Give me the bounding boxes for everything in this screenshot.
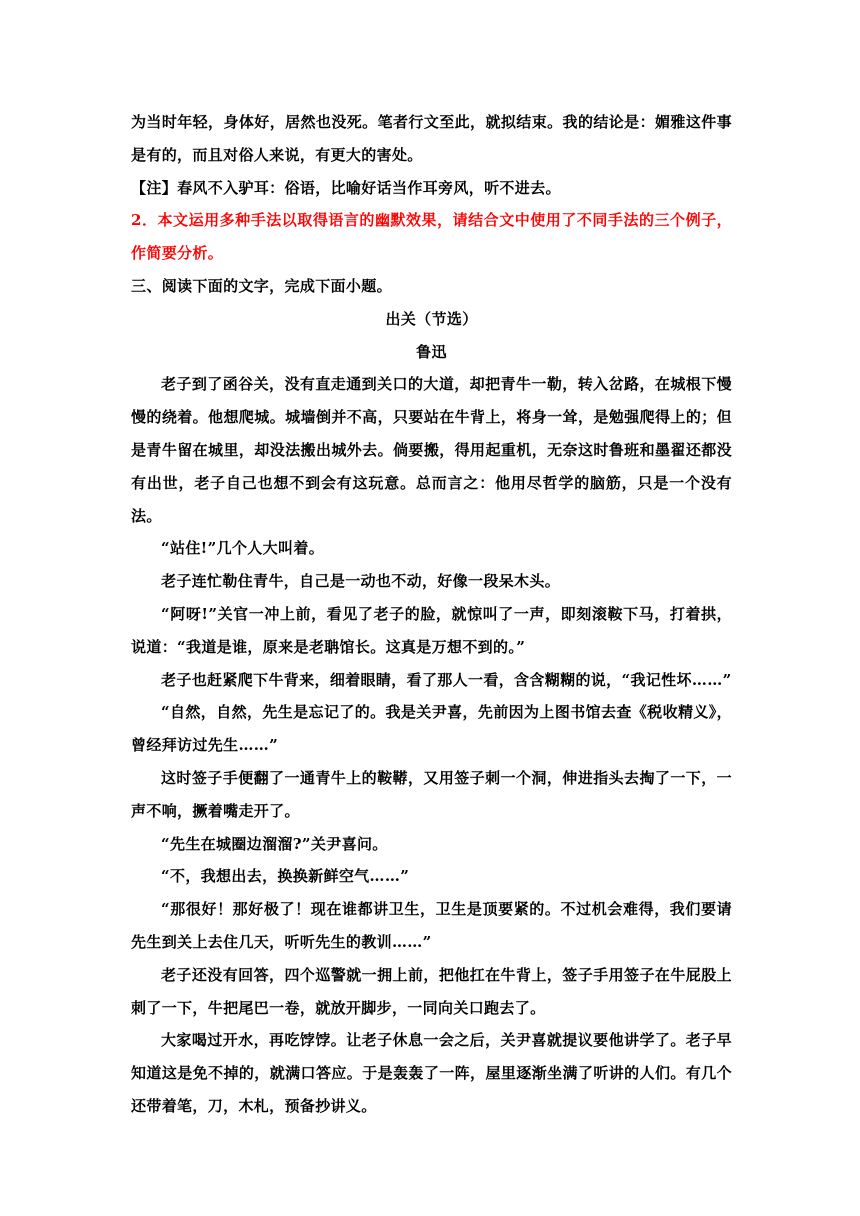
body-paragraph: “那很好！那好极了！现在谁都讲卫生，卫生是顶要紧的。不过机会难得，我们要请先生到关上去住几天，听听先生的教训……” bbox=[131, 900, 732, 951]
continued-paragraph: 为当时年轻，身体好，居然也没死。笔者行文至此，就拟结束。我的结论是：媚雅这件事是有的，而且对俗人来说，有更大的害处。 bbox=[131, 113, 732, 164]
note-paragraph bbox=[131, 172, 732, 205]
body-paragraph: “阿呀!”关官一冲上前，看见了老子的脸，就惊叫了一声，即刻滚鞍下马，打着拱，说道：“我道是谁，原来是老聃馆长。这真是万想不到的。” bbox=[131, 604, 732, 656]
body-paragraph: “站住!”几个人大叫着。 bbox=[161, 539, 325, 558]
body-paragraph: “不，我想出去，换换新鲜空气……” bbox=[161, 867, 410, 886]
document-page bbox=[131, 106, 732, 1123]
article-title: 出关（节选） bbox=[385, 309, 478, 328]
body-paragraph: “自然，自然，先生是忘记了的。我是关尹喜，先前因为上图书馆去查《税收精义》，曾经拜访过先生……” bbox=[131, 703, 732, 755]
note-text: 春风不入驴耳：俗语，比喻好话当作耳旁风，听不进去。 bbox=[177, 178, 561, 197]
note-label: 【注】 bbox=[131, 178, 178, 197]
body-paragraph: 老子连忙勒住青牛，自己是一动也不动，好像一段呆木头。 bbox=[161, 572, 561, 591]
body-paragraph: 老子也赶紧爬下牛背来，细着眼睛，看了那人一看，含含糊糊的说，“我记性坏……” bbox=[161, 670, 732, 689]
article-author: 鲁迅 bbox=[416, 342, 447, 361]
body-paragraph: 老子到了函谷关，没有直走通到关口的大道，却把青牛一勒，转入岔路，在城根下慢慢的绕着。他想爬城。城墙倒并不高，只要站在牛背上，将身一耸，是勉强爬得上的；但是青牛留在城里，却没法搬出城外去。倘要搬，得用起重机，无奈这时鲁班和墨翟还都没有出世，老子自己也想不到会有这玩意。总而言之：他用尽哲学的脑筋，只是一个没有法。 bbox=[131, 375, 732, 525]
body-paragraph: 老子还没有回答，四个巡警就一拥上前，把他扛在牛背上，签子手用签子在牛屁股上刺了一下，牛把尾巴一卷，就放开脚步，一同向关口跑去了。 bbox=[131, 965, 732, 1017]
body-paragraph: 这时签子手便翻了一通青牛上的鞍鞯，又用签子刺一个洞，伸进指头去掏了一下，一声不响，撅着嘴走开了。 bbox=[131, 768, 732, 820]
question-2: 2．本文运用多种手法以取得语言的幽默效果，请结合文中使用了不同手法的三个例子，作简要分析。 bbox=[131, 211, 732, 263]
body-paragraph: 大家喝过开水，再吃饽饽。让老子休息一会之后，关尹喜就提议要他讲学了。老子早知道这是免不掉的，就满口答应。于是轰轰了一阵，屋里逐渐坐满了听讲的人们。有几个还带着笔，刀，木札，预备抄讲义。 bbox=[131, 1031, 732, 1115]
section-3-heading: 三、阅读下面的文字，完成下面小题。 bbox=[131, 276, 392, 295]
body-paragraph: “先生在城圈边溜溜?”关尹喜问。 bbox=[161, 834, 388, 853]
